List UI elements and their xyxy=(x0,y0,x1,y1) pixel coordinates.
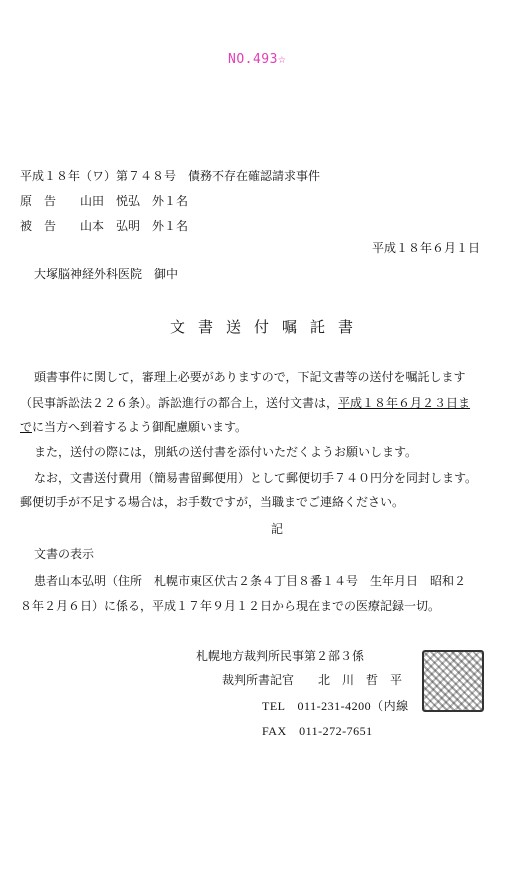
document-number-stamp: NO.493☆ xyxy=(228,52,287,67)
court-name: 札幌地方裁判所民事第２部３係 xyxy=(196,649,365,663)
ki-heading: 記 xyxy=(271,522,284,536)
official-seal-stamp xyxy=(422,650,484,712)
defendant-line: 被 告 山本 弘明 外１名 xyxy=(20,219,189,233)
issue-date: 平成１８年６月１日 xyxy=(372,241,481,255)
body-text: に当方へ到着するよう御配慮願います。 xyxy=(32,420,248,434)
body-paragraph-3-line-1: なお，文書送付費用（簡易書留郵便用）として郵便切手７４０円分を同封します。 xyxy=(34,471,478,485)
document-description-line-2: ８年２月６日）に係る，平成１７年９月１２日から現在までの医療記録一切。 xyxy=(20,599,441,613)
body-text: （民事訴訟法２２６条）。訴訟進行の都合上，送付文書は， xyxy=(20,396,339,410)
clerk-name: 裁判所書記官 北 川 哲 平 xyxy=(222,673,403,687)
deadline-underlined: 平成１８年６月２３日ま xyxy=(338,396,471,410)
deadline-underlined-continued: で xyxy=(20,420,33,434)
body-paragraph-1-line-1: 頭書事件に関して，審理上必要がありますので，下記文書等の送付を嘱託します xyxy=(34,370,466,384)
body-paragraph-3-line-2: 郵便切手が不足する場合は，お手数ですが，当職までご連絡ください。 xyxy=(20,495,405,509)
addressee: 大塚脳神経外科医院 御中 xyxy=(34,267,179,281)
plaintiff-line: 原 告 山田 悦弘 外１名 xyxy=(20,194,189,208)
body-paragraph-1-line-2 xyxy=(20,395,470,411)
telephone-number: TEL 011-231-4200（内線 xyxy=(262,699,409,713)
case-number: 平成１８年（ワ）第７４８号 債務不存在確認請求事件 xyxy=(20,169,321,183)
document-title: 文書送付嘱託書 xyxy=(170,318,367,336)
document-list-heading: 文書の表示 xyxy=(34,547,95,561)
body-paragraph-2: また，送付の際には，別紙の送付書を添付いただくようお願いします。 xyxy=(34,445,418,459)
fax-number: FAX 011-272-7651 xyxy=(262,724,373,738)
body-paragraph-1-line-3 xyxy=(20,419,247,435)
document-description-line-1: 患者山本弘明（住所 札幌市東区伏古２条４丁目８番１４号 生年月日 昭和２ xyxy=(34,574,467,588)
